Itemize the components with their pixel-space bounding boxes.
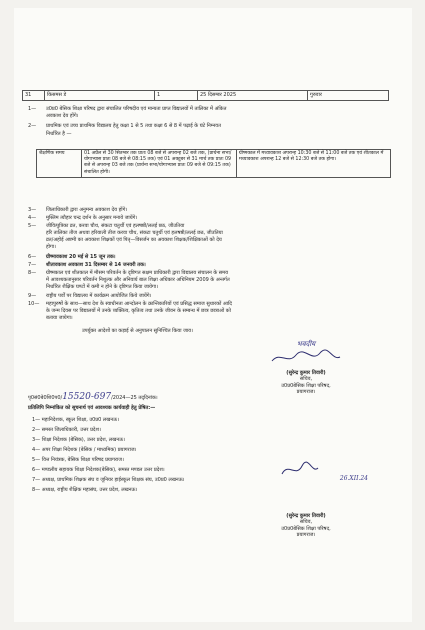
item-text: बताया जायेगा। (46, 315, 73, 321)
signatory-place: प्रयागराज। (296, 532, 316, 539)
signatory-place: प्रयागराज। (296, 389, 316, 396)
copy-list-item: 5— वित्त नियंत्रक, बेसिक शिक्षा परिषद प्रयागराज। (32, 457, 124, 463)
item-text: राष्ट्रीय पर्वों पर विद्यालय में कार्यक्रम आयोजित किये जायेंगे। (46, 293, 152, 299)
timing-label: शैक्षणिक समय (37, 150, 82, 178)
item-text: जिलाधिकारी द्वारा अनुमन्य अवकाश देय होंगे। (46, 207, 128, 213)
item-text: के जन्म दिवस पर विद्यालयों में उनके व्यक्तित्व, कृतित्व तथा उनके जीवन के सम्बन्ध में छात्र छात्राओं को (46, 308, 231, 314)
item-text: अवकाश देय होंगे। (46, 113, 79, 119)
timing-interval: ग्रीष्मकाल में मध्यावकाश अपरान्ह 10:30 बजे से 11:00 बजे तक एवं शीतकाल में मध्यावकाश अपरान्ह 12 बजे से 12:30 बजे तक होगा। (237, 150, 391, 178)
copy-list-item: 8— अध्यक्ष, राष्ट्रीय शैक्षिक महासंघ, उत्तर प्रदेश, लखनऊ। (32, 487, 138, 493)
signature-date-scrawl: 26.XII.24 (339, 475, 368, 482)
item-text: उ0प्र0 बेसिक शिक्षा परिषद द्वारा संचालित परिषदीय एवं मान्यता प्राप्त विद्यालयों में तालिका में अंकित (46, 106, 227, 112)
item-number: 5— (28, 223, 37, 229)
copy-list-item: 7— अध्यक्ष, प्राथमिक शिक्षक संघ व जूनियर हाईस्कूल शिक्षक संघ, उ0प्र0 लखनऊ। (32, 477, 185, 483)
signature-scrawl: भवदीय (296, 340, 316, 348)
holiday-weekday: गुरुवार (310, 92, 322, 98)
signatory-office: उ0प्र0बेसिक शिक्षा परिषद, (281, 382, 331, 389)
ref-suffix: /2024—25 तद्‌दिनांक। (111, 395, 158, 401)
item-text: ग्रीष्मावकाश 20 मई से 15 जून तक। (46, 254, 116, 260)
signatory-title: सचिव, (299, 376, 313, 383)
item-number: 3— (28, 207, 37, 213)
item-text: मुस्लिम त्यौहार चन्द्र दर्शन के अनुसार मनाये जायेंगे। (46, 215, 138, 221)
item-text: प्राथमिक एवं उच्च प्राथमिक विद्यालय हेतु कक्षा 1 से 5 तथा कक्षा 6 से 8 में पढ़ाई के घंटे निम्नवत (46, 123, 221, 129)
signature-block (236, 460, 376, 560)
reference-number (28, 394, 388, 401)
ref-prefix: पृ0सं0बे0शि0प0/ (28, 395, 63, 401)
signature-date (236, 460, 376, 483)
item-text: शीतावकाश अवकाश 31 दिसम्बर से 14 जनवरी तक। (46, 262, 146, 268)
copy-list-item: 3— शिक्षा निदेशक (बेसिक), उत्तर प्रदेश, लखनऊ। (32, 437, 125, 443)
item-number: 2— (28, 123, 37, 129)
item-text: होगा। (46, 244, 56, 250)
item-text: निर्धारित है — (46, 131, 72, 137)
copy-list-item: 2— समस्त जिलाधिकारी, उत्तर प्रदेश। (32, 427, 101, 433)
item-text: निर्धारित शैक्षिक घण्टों में कमी न होने के दृष्टिगत किया जायेगा। (46, 284, 158, 290)
item-number: 10— (28, 301, 40, 307)
day-count: 1 (155, 91, 198, 100)
item-number: 8— (28, 270, 37, 276)
closing-line: उपर्युक्त आदेशों का कड़ाई से अनुपालन सुनिश्चित किया जाय। (82, 328, 193, 334)
item-number: 6— (28, 254, 37, 260)
item-text: में आवश्यकतानुसार परिवर्तन निशुल्क और अनिवार्य बाल शिक्षा अधिकार अधिनियम 2009 के अन्तर्गत (46, 277, 230, 283)
copy-list-item: 4— अपर शिक्षा निदेशक (बेसिक / माध्यमिक) प्रयागराज। (32, 447, 137, 453)
ref-handwritten: 15520-697 (62, 392, 112, 402)
timing-summer: 01 अप्रैल से 30 सितम्बर तक प्रातः 08 बजे से अपरान्ह 02 बजे तक, (प्रार्थना सभा/योगाभ्यास प्रातः 08 बजे से 08:15 तक) एवं 01 अक्टूबर से 31 मार्च तक प्रातः 09 बजे से अपरान्ह 03 बजे तक (प्रार्थना सभा/योगाभ्यास प्रातः 09 बजे से 09:15 तक) संचालित होगी। (82, 150, 237, 178)
signature-icon (266, 349, 346, 367)
signatory-office: उ0प्र0बेसिक शिक्षा परिषद, (281, 525, 331, 532)
item-number: 4— (28, 215, 37, 221)
item-number: 7— (28, 262, 37, 268)
school-timing-table (36, 149, 391, 178)
signatory-name: (सुरेन्द्र कुमार तिवारी) (286, 369, 326, 376)
holiday-date: 25 दिसम्बर 2025 (198, 91, 308, 100)
signature-icon (278, 460, 338, 480)
copy-list-item: 6— मण्डलीय सहायक शिक्षा निदेशक(बेसिक), समस्त मण्डल उत्तर प्रदेश। (32, 467, 165, 473)
item-text: ग्रीष्मकाल एवं शीतकाल में मौसम परिवर्तन के दृष्टिगत सक्षम प्राधिकारी द्वारा विद्यालय संचालन के समय (46, 270, 229, 276)
item-text: जीवित्पुत्रिका व्रत, करवा चौथ, संकटा चतुर्थी एवं हलषष्ठी/ललई छठ, जीउतिया (46, 223, 185, 229)
holiday-table-row (22, 90, 389, 101)
item-text: महापुरुषों के साथ—साथ देश के स्वाधीनता आन्दोलन के क्रान्तिकारियों एवं प्रसिद्ध समाज सुधारकों आदि (46, 301, 232, 307)
row-number: 31 (23, 91, 45, 100)
item-number: 1— (28, 106, 37, 112)
copy-list-item: 1— महानिदेशक, स्कूल शिक्षा, उ0प्र0 लखनऊ। (32, 417, 119, 423)
item-number: 9— (28, 293, 37, 299)
item-text: व्रत/अहोई अष्टमी का अवकाश शिक्षकों एवं पितृ—विसर्जन का अवकाश शिक्षक/शिक्षिकाओं को देय (46, 237, 222, 243)
copy-intro: प्रतिलिपि निम्नांकित को सूचनार्थ एवं आवश्यक कार्यवाही हेतु प्रेषित:— (28, 405, 156, 411)
signatory-name: (सुरेन्द्र कुमार तिवारी) (286, 512, 326, 519)
holiday-name: किसमस डे (45, 91, 155, 100)
signatory-title: सचिव, (299, 519, 313, 526)
item-text: हरि तालिका तीज अथवा हरियाली तीज करवा चौथ, संकटा चतुर्थी एवं हलषष्ठी/ललई छठ, जीउतिया (46, 230, 223, 236)
